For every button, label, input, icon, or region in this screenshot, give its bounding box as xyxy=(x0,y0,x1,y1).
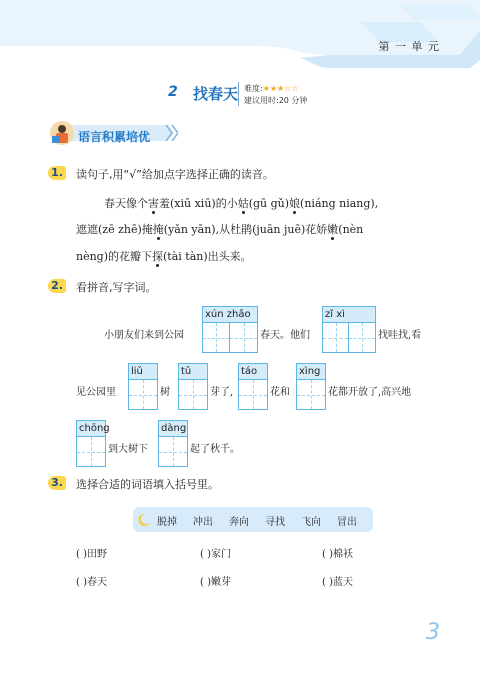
fill-blank-5[interactable]: ( )嫩芽 xyxy=(200,577,231,588)
moon-icon xyxy=(137,513,151,527)
difficulty-label: 难度: xyxy=(244,84,263,93)
word-option[interactable]: 飞向 xyxy=(301,517,321,528)
q2-text-3a: 到大树下 xyxy=(108,444,148,455)
q2-text-3b: 起了秋千。 xyxy=(190,444,240,455)
q2-text-2a: 见公园里 xyxy=(76,387,116,398)
q1-line-3: nèng)的花瓣下探(tài tàn)出头来。 xyxy=(76,250,252,263)
q1-line-1: 春天像个害羞(xiū xiū)的小姑(gū gǔ)娘(niáng niang), xyxy=(104,197,379,210)
word-option[interactable]: 脱掉 xyxy=(157,517,177,528)
question-number-2: 2. xyxy=(48,279,66,293)
word-option[interactable]: 冲出 xyxy=(193,517,213,528)
q2-text-1c: 找哇找,看 xyxy=(378,330,422,341)
question-3-prompt: 选择合适的词语填入括号里。 xyxy=(76,478,219,491)
question-1-prompt: 读句子,用“√”给加点字选择正确的读音。 xyxy=(76,168,274,181)
pinyin-box-tao[interactable]: táo xyxy=(238,363,268,410)
question-number-3: 3. xyxy=(48,476,66,490)
difficulty-stars: ★★★☆☆ xyxy=(262,84,299,93)
pinyin-box-chong[interactable]: chōng xyxy=(76,420,106,467)
pinyin-box-zixi[interactable]: zǐ xì xyxy=(322,306,376,353)
lesson-title: 找春天 xyxy=(193,85,239,103)
q2-text-2c: 芽了, xyxy=(210,387,234,398)
word-bank xyxy=(133,507,373,532)
q2-text-2b: 树 xyxy=(160,387,170,398)
fill-blank-4[interactable]: ( )春天 xyxy=(76,577,107,588)
word-option[interactable]: 寻找 xyxy=(265,517,285,528)
unit-banner xyxy=(0,0,480,70)
unit-label: 第 一 单 元 xyxy=(378,40,440,53)
question-2-prompt: 看拼音,写字词。 xyxy=(76,281,157,294)
difficulty xyxy=(244,83,299,94)
pinyin-box-dang[interactable]: dàng xyxy=(158,420,188,467)
q2-text-2e: 花都开放了,高兴地 xyxy=(328,387,412,398)
page-number: 3 xyxy=(426,620,440,645)
word-option[interactable]: 冒出 xyxy=(337,517,357,528)
pinyin-box-xing[interactable]: xìng xyxy=(296,363,326,410)
title-divider xyxy=(238,82,239,106)
pinyin-box-liu[interactable]: liǔ xyxy=(128,363,158,410)
pinyin-box-xunzhao[interactable]: xún zhǎo xyxy=(202,306,258,353)
fill-blank-3[interactable]: ( )棉袄 xyxy=(322,549,353,560)
q2-text-2d: 花和 xyxy=(270,387,290,398)
suggested-time: 建议用时:20 分钟 xyxy=(244,96,308,105)
fill-blank-2[interactable]: ( )家门 xyxy=(200,549,231,560)
fill-blank-6[interactable]: ( )蓝天 xyxy=(322,577,353,588)
q2-text-1a: 小朋友们来到公园 xyxy=(104,330,184,341)
fill-blank-1[interactable]: ( )田野 xyxy=(76,549,107,560)
word-option[interactable]: 奔向 xyxy=(229,517,249,528)
q2-text-1b: 春天。他们 xyxy=(260,330,310,341)
question-number-1: 1. xyxy=(48,166,66,180)
q1-line-2: 遮遮(zē zhē)掩掩(yǎn yān),从杜鹃(juān juē)花娇嫩(nèn xyxy=(76,223,364,236)
lesson-number: 2 xyxy=(168,84,178,100)
pinyin-box-tu[interactable]: tǔ xyxy=(178,363,208,410)
section-title: 语言积累培优 xyxy=(78,130,151,144)
